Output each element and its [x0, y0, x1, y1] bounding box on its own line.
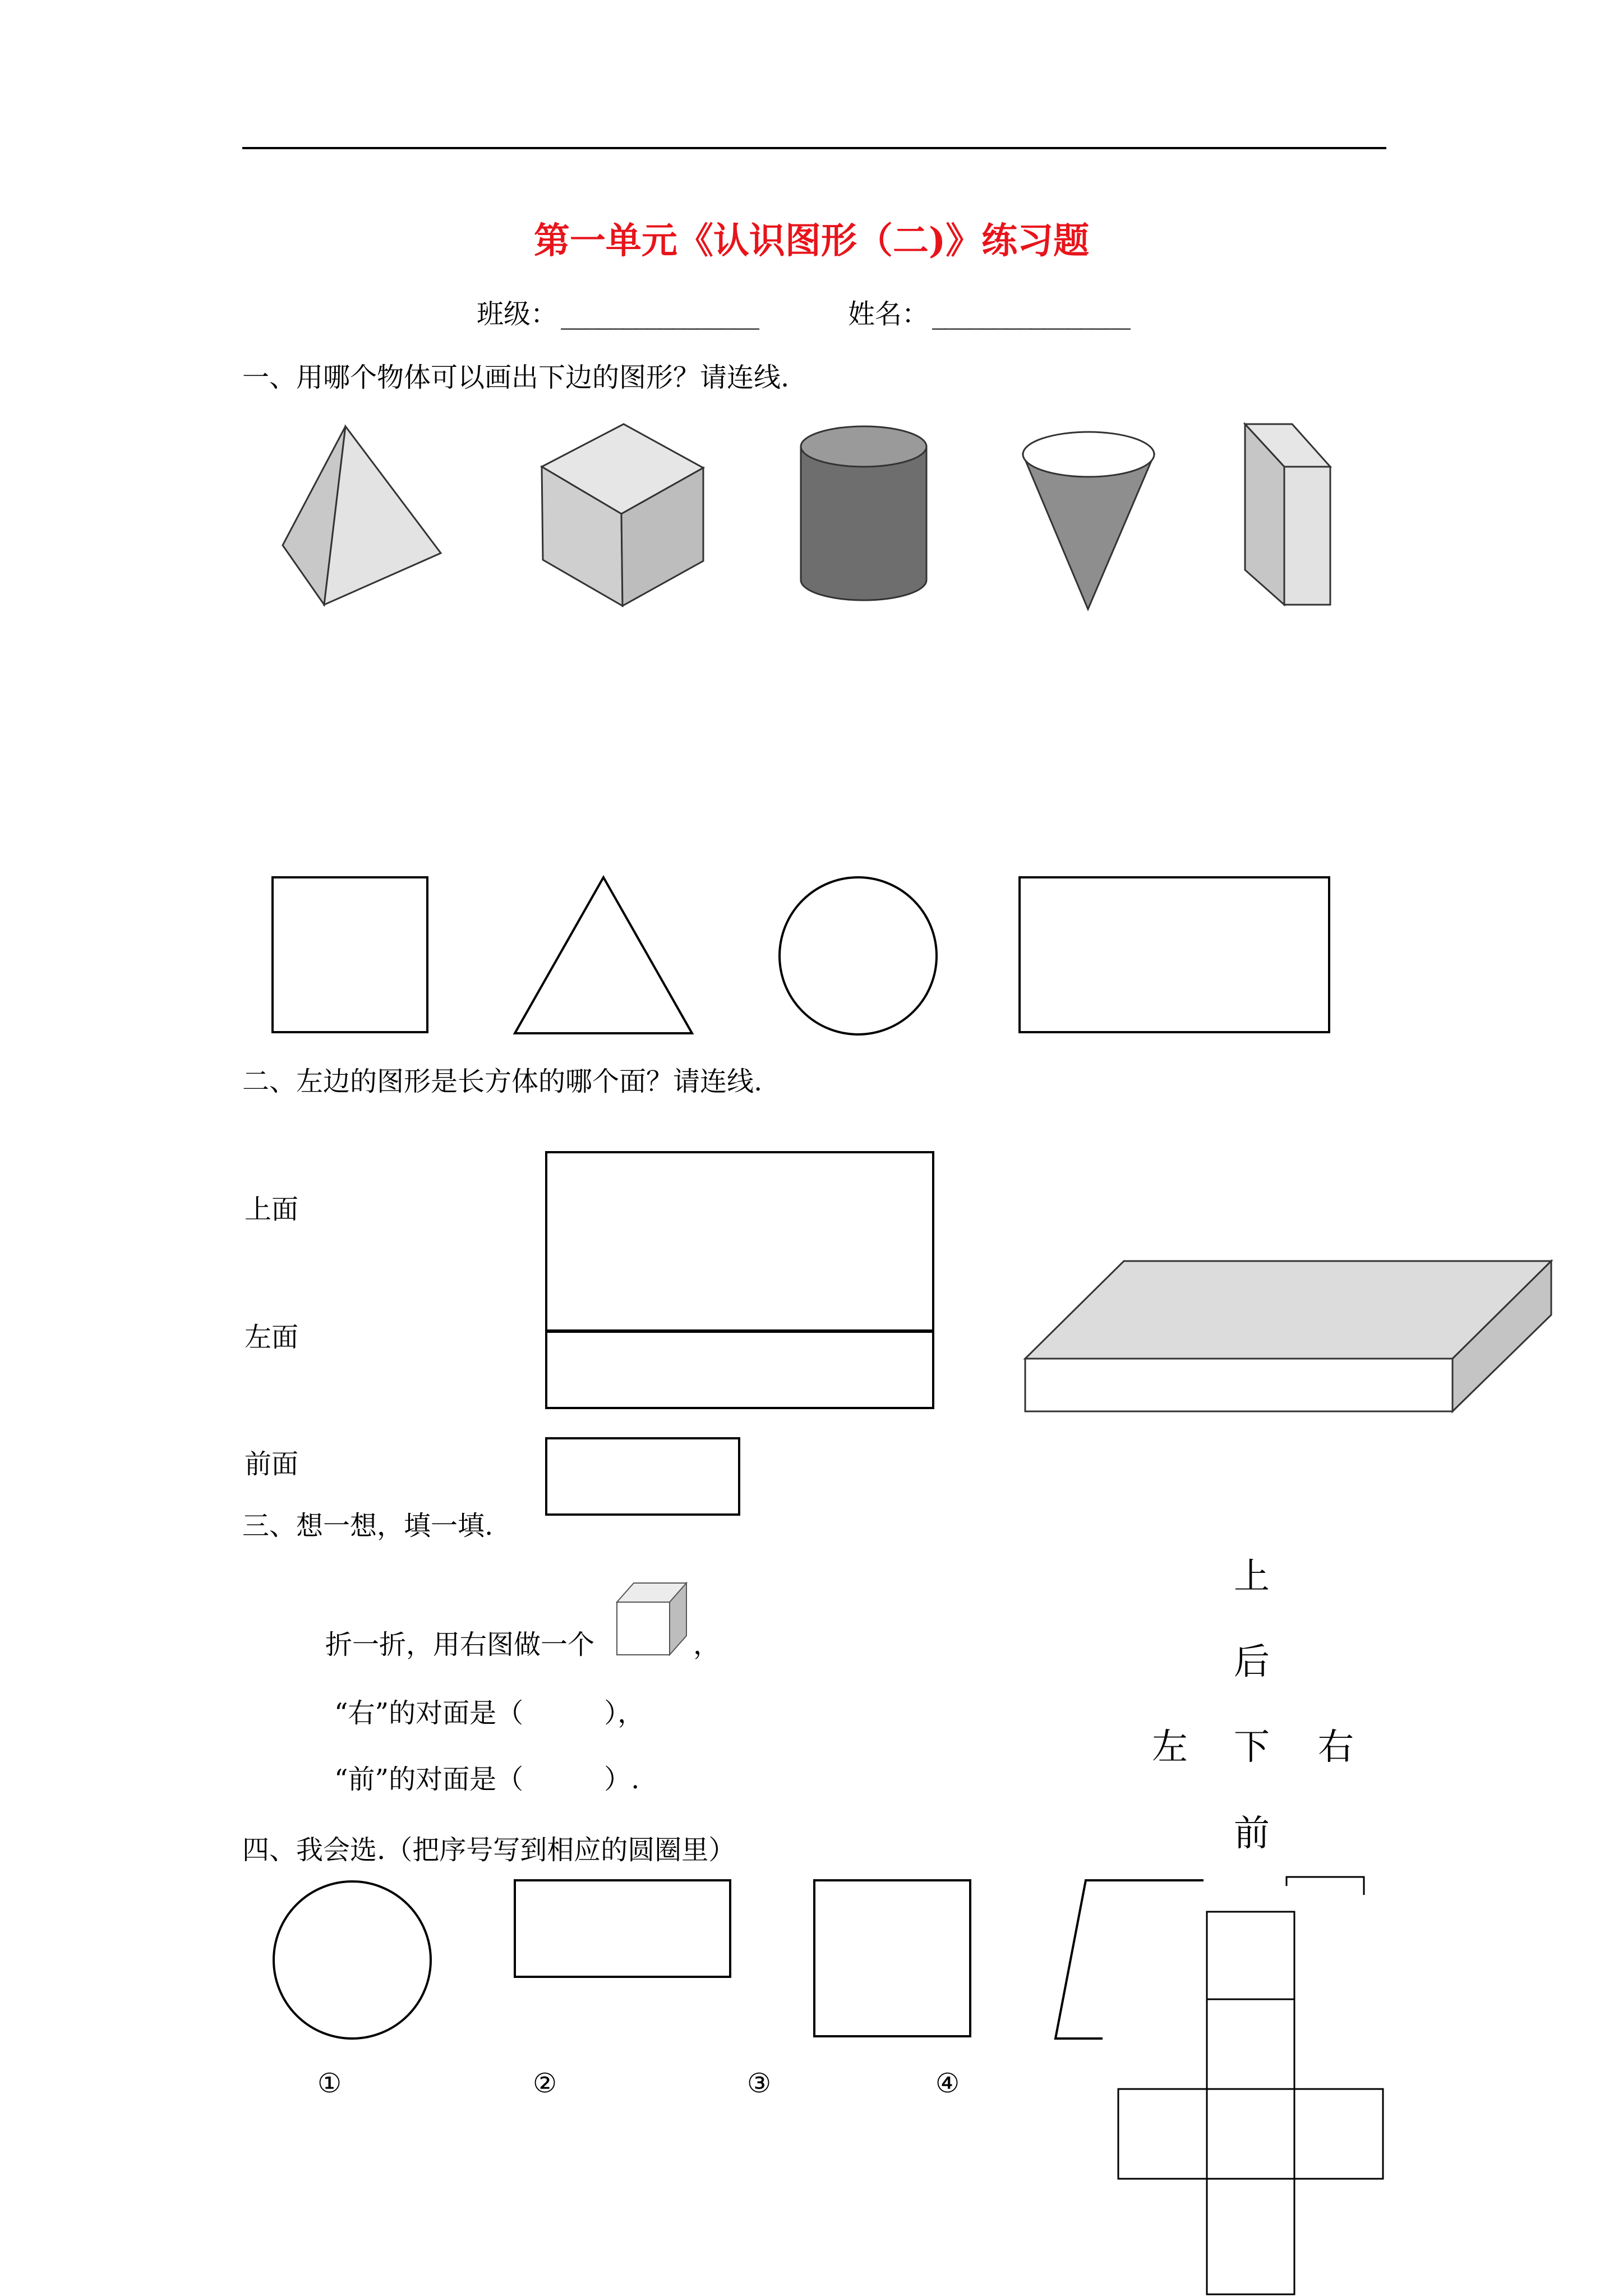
label-front-face: 前面: [245, 1448, 299, 1480]
option-number-2: ②: [533, 2068, 557, 2099]
label-left-face: 左面: [245, 1322, 299, 1353]
cube-net-grid: [1116, 1874, 1396, 2296]
square-shape[interactable]: [271, 876, 431, 1036]
option-number-4: ④: [935, 2068, 960, 2099]
face-large-rectangle[interactable]: [545, 1151, 935, 1334]
q4-heading: 四、我会选.（把序号写到相应的圆圈里）: [242, 1834, 736, 1866]
q3-line1-prefix: 折一折，用右图做一个: [325, 1629, 595, 1660]
option-circle-shape[interactable]: [271, 1879, 434, 2042]
face-long-thin-rectangle[interactable]: [545, 1331, 935, 1410]
triangle-shape[interactable]: [511, 875, 697, 1038]
q3-line1-suffix: ，: [693, 1629, 721, 1660]
net-label-bottom: 下: [1234, 1727, 1270, 1768]
option-square-shape[interactable]: [813, 1879, 972, 2039]
cone-solid[interactable]: [1020, 426, 1160, 617]
q1-heading: 一、用哪个物体可以画出下边的图形？请连线.: [242, 362, 790, 393]
rectangle-shape[interactable]: [1018, 876, 1332, 1036]
class-blank[interactable]: ________________: [561, 298, 758, 330]
option-rectangle-shape[interactable]: [514, 1879, 732, 1979]
small-cube-icon: [615, 1581, 693, 1659]
name-blank[interactable]: ________________: [932, 298, 1129, 330]
option-number-3: ③: [747, 2068, 772, 2099]
class-label: 班级：: [477, 298, 558, 330]
q3-line3[interactable]: “前”的对面是（ ）.: [334, 1764, 640, 1795]
label-top-face: 上面: [245, 1194, 299, 1225]
cylinder-solid[interactable]: [796, 421, 931, 611]
name-label: 姓名：: [848, 298, 929, 330]
pyramid-solid[interactable]: [275, 421, 449, 611]
net-label-left: 左: [1152, 1727, 1188, 1768]
q3-line2[interactable]: “右”的对面是（ ），: [334, 1697, 645, 1729]
cuboid-solid[interactable]: [1239, 421, 1340, 611]
q3-heading: 三、想一想，填一填.: [242, 1510, 494, 1542]
cube-solid[interactable]: [538, 421, 707, 611]
net-label-right: 右: [1318, 1727, 1354, 1768]
net-label-front: 前: [1234, 1813, 1270, 1855]
q2-heading: 二、左边的图形是长方体的哪个面？请连线.: [242, 1066, 763, 1097]
net-label-top: 上: [1234, 1556, 1270, 1598]
header-rule: [242, 147, 1386, 149]
option-number-1: ①: [317, 2068, 342, 2099]
flat-cuboid-solid: [1021, 1257, 1559, 1419]
face-small-rectangle[interactable]: [545, 1437, 741, 1517]
net-label-back: 后: [1234, 1641, 1270, 1683]
page-title: 第一单元《认识图形（二)》练习题: [533, 220, 1090, 262]
circle-shape[interactable]: [777, 875, 940, 1038]
